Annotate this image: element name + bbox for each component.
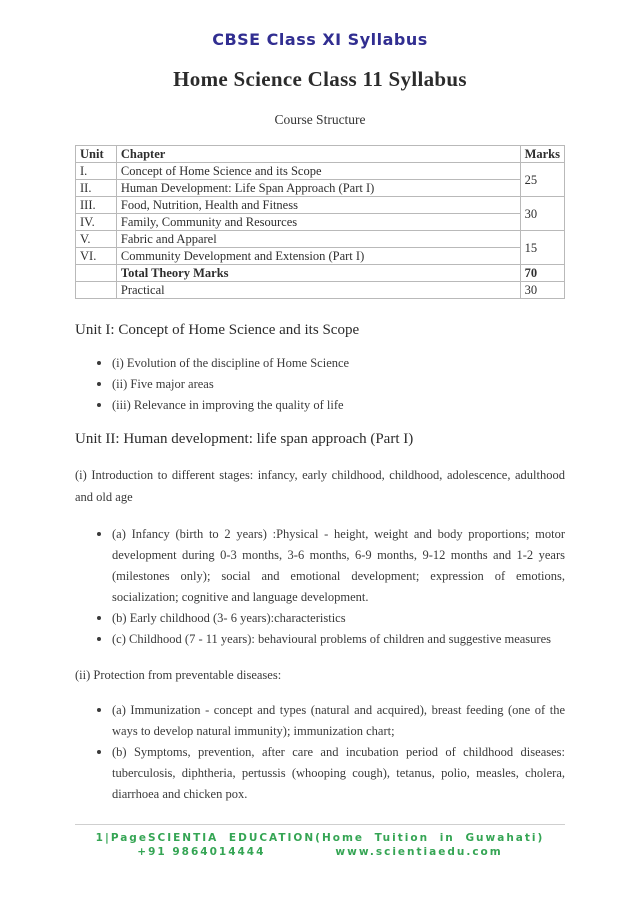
unit-cell: I. bbox=[76, 163, 117, 180]
total-marks-cell: 70 bbox=[520, 265, 564, 282]
practical-label-cell: Practical bbox=[116, 282, 520, 299]
protection-bullet-list bbox=[95, 700, 565, 805]
table-row bbox=[76, 197, 565, 214]
practical-marks-cell: 30 bbox=[520, 282, 564, 299]
chapter-cell: Food, Nutrition, Health and Fitness bbox=[116, 197, 520, 214]
protection-heading: (ii) Protection from preventable diseases: bbox=[75, 668, 282, 682]
footer-brand-line: 1|PageSCIENTIA EDUCATION(Home Tuition in Guwahati) bbox=[95, 832, 545, 844]
brand-header: CBSE Class XI Syllabus bbox=[212, 30, 428, 49]
table-row bbox=[76, 214, 565, 231]
page-footer bbox=[75, 824, 565, 858]
chapter-cell: Community Development and Extension (Part I) bbox=[116, 248, 520, 265]
bullet-item: (b) Symptoms, prevention, after care and incubation period of childhood diseases: tuberculosis, diphtheria, pertussis (whooping cough), tetanus, polio, measles, cholera, diarrhoea and chicken pox. bbox=[95, 742, 565, 805]
footer-website: www.scientiaedu.com bbox=[335, 846, 503, 858]
footer-phone: +91 9864014444 bbox=[137, 846, 266, 858]
marks-cell: 25 bbox=[520, 163, 564, 197]
chapter-cell: Human Development: Life Span Approach (Part I) bbox=[116, 180, 520, 197]
footer-contact-line bbox=[75, 846, 565, 858]
chapter-cell: Fabric and Apparel bbox=[116, 231, 520, 248]
total-label-cell: Total Theory Marks bbox=[116, 265, 520, 282]
unit-cell-empty bbox=[76, 265, 117, 282]
doc-title: Home Science Class 11 Syllabus bbox=[173, 67, 467, 91]
bullet-item: (a) Immunization - concept and types (natural and acquired), breast feeding (one of the ways to develop natural immunity); immunization chart; bbox=[95, 700, 565, 742]
bullet-item: (c) Childhood (7 - 11 years): behavioural problems of children and suggestive measures bbox=[95, 629, 565, 650]
chapter-cell: Family, Community and Resources bbox=[116, 214, 520, 231]
unit-cell: II. bbox=[76, 180, 117, 197]
unit-cell: IV. bbox=[76, 214, 117, 231]
unit-cell: III. bbox=[76, 197, 117, 214]
col-header-chapter: Chapter bbox=[116, 146, 520, 163]
bullet-item: (b) Early childhood (3- 6 years):characteristics bbox=[95, 608, 565, 629]
col-header-unit: Unit bbox=[76, 146, 117, 163]
unit1-bullet-list bbox=[95, 353, 565, 416]
course-structure-table bbox=[75, 145, 565, 299]
unit2-heading: Unit II: Human development: life span approach (Part I) bbox=[75, 431, 414, 447]
unit-cell: V. bbox=[76, 231, 117, 248]
bullet-item: (iii) Relevance in improving the quality of life bbox=[95, 395, 565, 416]
table-header-row bbox=[76, 146, 565, 163]
table-row bbox=[76, 180, 565, 197]
col-header-marks: Marks bbox=[520, 146, 564, 163]
practical-row bbox=[76, 282, 565, 299]
bullet-item: (i) Evolution of the discipline of Home Science bbox=[95, 353, 565, 374]
doc-subtitle: Course Structure bbox=[274, 112, 366, 127]
marks-cell: 30 bbox=[520, 197, 564, 231]
unit2-intro-paragraph: (i) Introduction to different stages: infancy, early childhood, childhood, adolescence, adulthood and old age bbox=[75, 468, 565, 504]
unit1-heading: Unit I: Concept of Home Science and its Scope bbox=[75, 322, 360, 338]
unit-cell-empty bbox=[76, 282, 117, 299]
total-theory-row bbox=[76, 265, 565, 282]
marks-cell: 15 bbox=[520, 231, 564, 265]
chapter-cell: Concept of Home Science and its Scope bbox=[116, 163, 520, 180]
bullet-item: (ii) Five major areas bbox=[95, 374, 565, 395]
bullet-item: (a) Infancy (birth to 2 years) :Physical - height, weight and body proportions; motor development during 0-3 months, 3-6 months, 6-9 months, 9-12 months and 1-2 years (milestones only); social and emotional development; expression of emotions, socialization; cognitive and language development. bbox=[95, 524, 565, 608]
table-row bbox=[76, 163, 565, 180]
unit-cell: VI. bbox=[76, 248, 117, 265]
unit2-bullet-list bbox=[95, 524, 565, 650]
table-row bbox=[76, 248, 565, 265]
table-row bbox=[76, 231, 565, 248]
